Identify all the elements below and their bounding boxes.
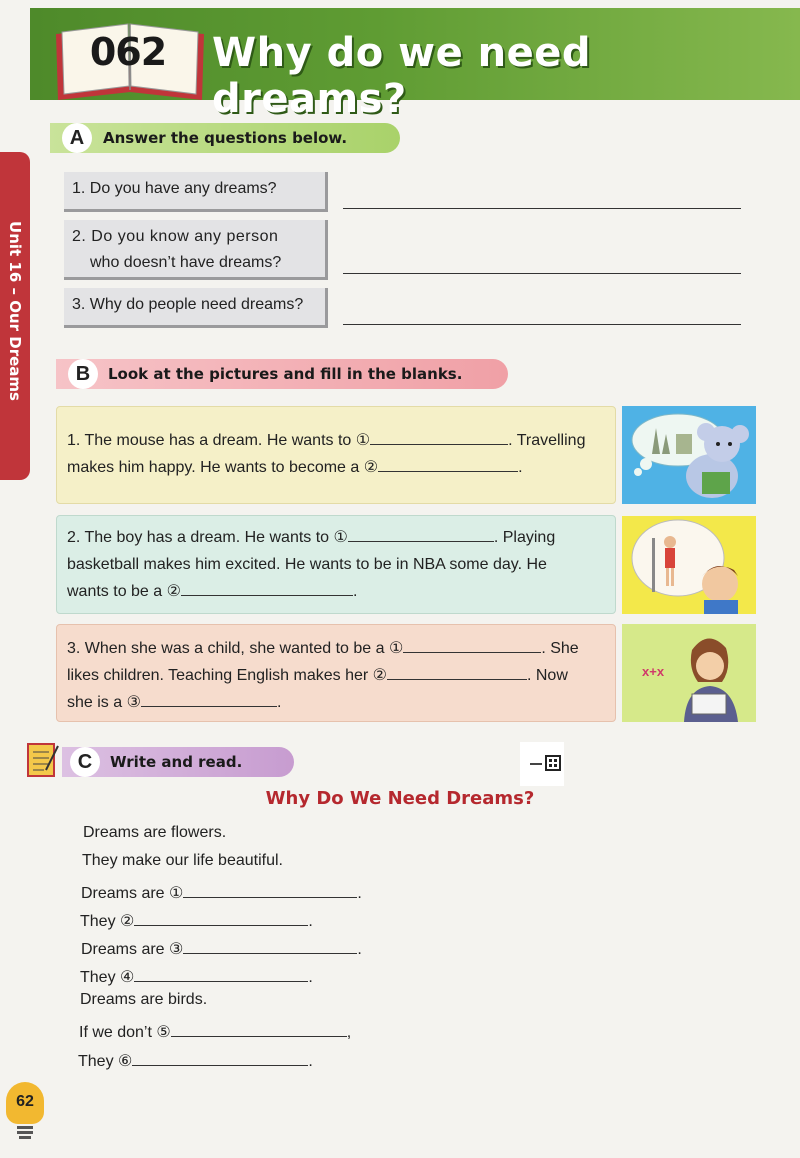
blank-3-2[interactable] — [387, 662, 527, 680]
question-2-box — [64, 220, 328, 280]
answer-line-1[interactable] — [343, 208, 741, 209]
poem-blank-1[interactable] — [183, 880, 357, 898]
lightbulb-base-icon — [15, 1126, 35, 1144]
section-b-title: Look at the pictures and fill in the blanks. — [108, 365, 463, 383]
writing-pad-icon — [24, 740, 60, 780]
fill-3-line-3: she is a ③ . — [67, 689, 605, 716]
poem-line-5: Dreams are ③ . — [81, 936, 362, 959]
fill-1-line-1: 1. The mouse has a dream. He wants to ① . Travelling — [67, 427, 605, 454]
poem-title: Why Do We Need Dreams? — [265, 788, 535, 809]
teacher-board-text: x+x — [642, 664, 665, 679]
section-b-letter: B — [68, 359, 98, 389]
poem-line-1: Dreams are flowers. — [83, 824, 227, 841]
question-2-text-line1: 2. Do you know any person — [72, 228, 279, 245]
fill-box-2 — [56, 515, 616, 614]
lesson-number: 062 — [89, 30, 167, 74]
qr-code — [520, 742, 564, 786]
mouse-dream-picture — [622, 406, 756, 504]
unit-side-tab-label: Unit 16 – Our Dreams — [6, 221, 24, 401]
question-2-text-line2: who doesn’t have dreams? — [90, 254, 282, 271]
answer-line-3[interactable] — [343, 324, 741, 325]
question-1-box — [64, 172, 328, 212]
section-a-letter: A — [62, 123, 92, 153]
fill-2-line-3: wants to be a ② . — [67, 578, 605, 605]
poem-line-6: They ④ . — [80, 964, 313, 987]
fill-3-line-2: likes children. Teaching English makes her ② . Now — [67, 662, 605, 689]
poem-line-8: If we don’t ⑤ , — [79, 1019, 351, 1042]
section-c-letter: C — [70, 747, 100, 777]
section-c-title: Write and read. — [110, 753, 243, 771]
fill-3-line-1: 3. When she was a child, she wanted to be a ① . She — [67, 635, 605, 662]
fill-2-line-2: basketball makes him excited. He wants to be in NBA some day. He — [67, 556, 547, 573]
blank-1-2[interactable] — [378, 454, 518, 472]
section-a-title: Answer the questions below. — [103, 129, 348, 147]
question-3-box — [64, 288, 328, 328]
blank-3-1[interactable] — [403, 635, 541, 653]
qr-code-graphic — [520, 742, 564, 786]
question-3-text: 3. Why do people need dreams? — [72, 296, 304, 313]
poem-line-2: They make our life beautiful. — [82, 852, 283, 869]
blank-3-3[interactable] — [141, 689, 277, 707]
poem-line-4: They ② . — [80, 908, 313, 931]
poem-blank-3[interactable] — [183, 936, 357, 954]
fill-box-3 — [56, 624, 616, 722]
poem-line-3: Dreams are ① . — [81, 880, 362, 903]
poem-line-7: Dreams are birds. — [80, 991, 208, 1008]
question-1-text: 1. Do you have any dreams? — [72, 180, 277, 197]
fill-1-line-2: makes him happy. He wants to become a ② . — [67, 454, 605, 481]
poem-blank-2[interactable] — [134, 908, 308, 926]
poem-blank-6[interactable] — [132, 1048, 308, 1066]
fill-box-1 — [56, 406, 616, 504]
fill-2-line-1: 2. The boy has a dream. He wants to ① . Playing — [67, 524, 605, 551]
page-title: Why do we need dreams? — [212, 30, 592, 122]
blank-2-2[interactable] — [181, 578, 353, 596]
poem-blank-4[interactable] — [134, 964, 308, 982]
page-number: 62 — [6, 1082, 44, 1124]
teacher-picture — [622, 624, 756, 722]
boy-basketball-picture — [622, 516, 756, 614]
poem-line-9: They ⑥ . — [78, 1048, 313, 1071]
blank-1-1[interactable] — [370, 427, 508, 445]
answer-line-2[interactable] — [343, 273, 741, 274]
poem-blank-5[interactable] — [171, 1019, 347, 1037]
blank-2-1[interactable] — [348, 524, 494, 542]
